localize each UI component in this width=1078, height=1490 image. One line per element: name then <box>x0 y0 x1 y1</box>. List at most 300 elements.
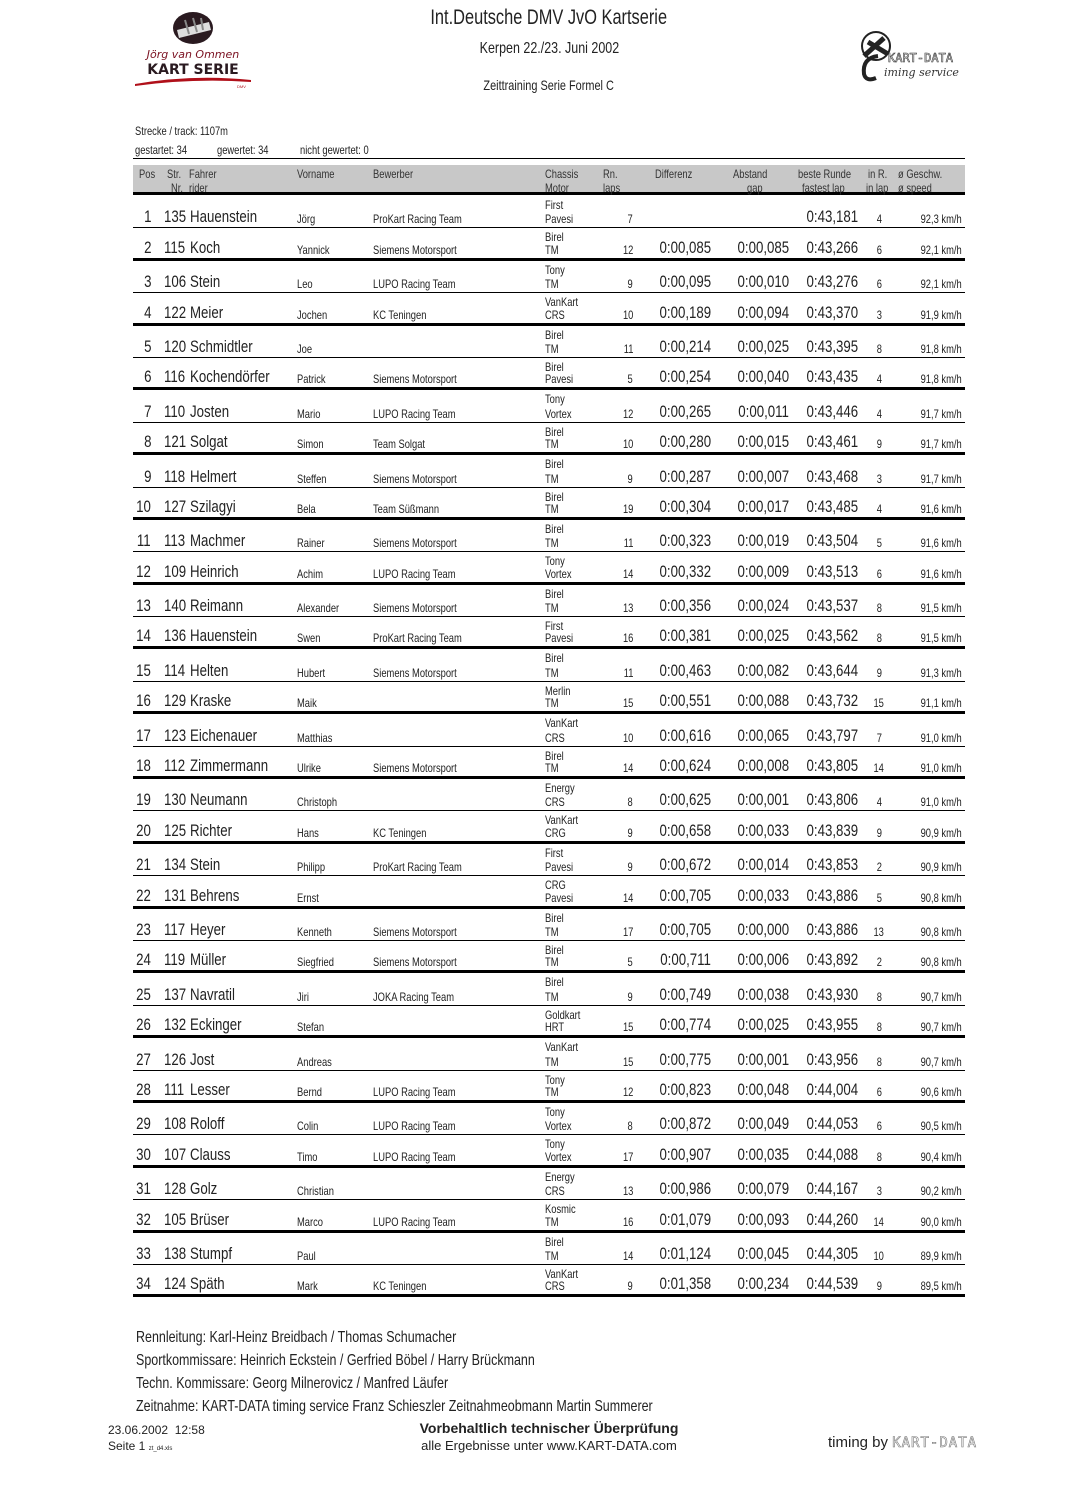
col-inlap: in R. <box>868 167 888 181</box>
classified-count: gewertet: 34 <box>217 143 269 157</box>
cell-nr: 136 <box>164 626 187 646</box>
cell-inlap: 8 <box>876 989 882 1004</box>
table-row <box>133 326 965 358</box>
cell-diff: 0:00,214 <box>659 336 711 356</box>
motor: TM <box>545 277 559 292</box>
cell-gap: 0:00,000 <box>737 919 789 939</box>
cell-diff: 0:00,280 <box>659 432 711 452</box>
cell-nr: 119 <box>164 950 186 970</box>
cell-best: 0:43,468 <box>806 466 858 486</box>
cell-team: LUPO Racing Team <box>373 1084 456 1099</box>
cell-inlap: 4 <box>876 372 882 387</box>
timing-credit: timing by KART-DATA <box>828 1434 978 1451</box>
cell-first: Ulrike <box>297 761 321 776</box>
cell-diff: 0:00,775 <box>659 1049 711 1069</box>
cell-diff: 0:01,079 <box>659 1209 711 1229</box>
cell-name: Stumpf <box>190 1243 233 1263</box>
cell-first: Siegfried <box>297 955 334 970</box>
chassis: Tony <box>545 262 565 277</box>
cell-name: Brüser <box>190 1209 230 1229</box>
table-row <box>133 455 965 487</box>
cell-gap: 0:00,045 <box>737 1243 789 1263</box>
cell-best: 0:43,956 <box>806 1049 858 1069</box>
cell-laps: 9 <box>627 825 633 840</box>
cell-speed: 90,8 km/h <box>920 890 962 905</box>
cell-best: 0:43,266 <box>806 237 858 257</box>
cell-speed: 91,5 km/h <box>920 601 962 616</box>
cell-inlap: 2 <box>876 955 882 970</box>
cell-best: 0:43,513 <box>806 561 858 581</box>
table-row <box>133 1233 965 1265</box>
table-row <box>133 844 965 876</box>
cell-name: Helten <box>190 660 229 680</box>
col-chassis: Chassis <box>545 167 579 181</box>
cell-best: 0:44,004 <box>806 1079 858 1099</box>
cell-laps: 5 <box>627 372 633 387</box>
cell-laps: 12 <box>622 242 633 257</box>
cell-laps: 14 <box>622 761 633 776</box>
cell-laps: 14 <box>622 890 633 905</box>
cell-first: Andreas <box>297 1054 332 1069</box>
chassis: VanKart <box>545 1266 579 1281</box>
cell-name: Golz <box>190 1179 218 1199</box>
cell-speed: 90,2 km/h <box>920 1184 962 1199</box>
cell-best: 0:43,886 <box>806 885 858 905</box>
cell-speed: 89,9 km/h <box>920 1248 962 1263</box>
cell-pos: 18 <box>136 756 151 776</box>
cell-diff: 0:00,705 <box>659 885 711 905</box>
cell-best: 0:43,806 <box>806 790 858 810</box>
cell-name: Richter <box>190 820 233 840</box>
cell-nr: 124 <box>164 1274 187 1294</box>
motor: Vortex <box>545 1149 572 1164</box>
print-info <box>108 1422 205 1457</box>
cell-first: Bernd <box>297 1084 322 1099</box>
cell-first: Mario <box>297 406 321 421</box>
cell-nr: 105 <box>164 1209 187 1229</box>
cell-diff: 0:00,705 <box>659 919 711 939</box>
cell-nr: 126 <box>164 1049 187 1069</box>
cell-inlap: 14 <box>873 1214 885 1229</box>
started-count: gestartet: 34 <box>135 143 188 157</box>
cell-inlap: 2 <box>876 860 882 875</box>
cell-pos: 19 <box>136 790 151 810</box>
timekeeping: Zeitnahme: KART-DATA timing service Franz Schieszler Zeitnahmeobmann Martin Summerer <box>136 1398 653 1415</box>
cell-gap: 0:00,025 <box>737 336 789 356</box>
table-row <box>133 228 965 260</box>
cell-diff: 0:00,986 <box>659 1179 711 1199</box>
cell-pos: 7 <box>143 401 151 421</box>
cell-gap: 0:00,094 <box>737 302 789 322</box>
motor: Pavesi <box>545 890 574 905</box>
cell-gap: 0:00,001 <box>737 1049 789 1069</box>
cell-best: 0:44,539 <box>806 1274 858 1294</box>
cell-name: Jost <box>190 1049 215 1069</box>
cell-team: Siemens Motorsport <box>373 471 457 486</box>
cell-speed: 90,4 km/h <box>920 1149 962 1164</box>
motor: Pavesi <box>545 372 574 387</box>
cell-name: Behrens <box>190 885 240 905</box>
cell-gap: 0:00,009 <box>737 561 789 581</box>
session-title: Zeittraining Serie Formel C <box>483 77 615 93</box>
track-length: Strecke / track: 1107m <box>135 124 228 138</box>
cell-speed: 91,8 km/h <box>920 372 962 387</box>
cell-inlap: 6 <box>876 277 882 292</box>
cell-laps: 16 <box>622 631 633 646</box>
cell-first: Kenneth <box>297 924 332 939</box>
cell-laps: 5 <box>627 955 633 970</box>
cell-team: KC Teningen <box>373 825 427 840</box>
chassis: Tony <box>545 392 565 407</box>
chassis: Birel <box>545 521 564 536</box>
cell-team: ProKart Racing Team <box>373 212 462 227</box>
cell-diff: 0:00,304 <box>659 496 711 516</box>
cell-speed: 90,0 km/h <box>920 1214 962 1229</box>
motor: TM <box>545 955 559 970</box>
motor: TM <box>545 437 559 452</box>
cell-diff: 0:00,254 <box>659 367 711 387</box>
cell-speed: 91,6 km/h <box>920 566 962 581</box>
cell-best: 0:43,805 <box>806 756 858 776</box>
cell-laps: 9 <box>627 1279 633 1294</box>
motor: TM <box>545 471 559 486</box>
cell-inlap: 5 <box>876 536 882 551</box>
cell-laps: 12 <box>622 1084 633 1099</box>
cell-best: 0:44,305 <box>806 1243 858 1263</box>
cell-name: Zimmermann <box>190 756 269 776</box>
cell-diff: 0:00,381 <box>659 626 711 646</box>
cell-nr: 110 <box>164 401 186 421</box>
cell-inlap: 13 <box>873 924 885 939</box>
table-row <box>133 488 965 520</box>
results-table <box>133 196 965 1297</box>
cell-first: Matthias <box>297 730 333 745</box>
motor: CRG <box>545 825 566 840</box>
stewards: Sportkommissare: Heinrich Eckstein / Gerfried Böbel / Harry Brückmann <box>136 1352 535 1369</box>
cell-pos: 29 <box>136 1114 151 1134</box>
cell-gap: 0:00,033 <box>737 885 789 905</box>
cell-diff: 0:00,287 <box>659 466 711 486</box>
cell-nr: 108 <box>164 1114 187 1134</box>
table-row <box>133 1135 965 1167</box>
cell-inlap: 4 <box>876 406 882 421</box>
cell-best: 0:43,461 <box>806 432 858 452</box>
cell-gap: 0:00,014 <box>737 855 789 875</box>
table-row <box>133 390 965 422</box>
cell-nr: 112 <box>164 756 186 776</box>
cell-gap: 0:00,088 <box>737 691 789 711</box>
divider <box>133 158 965 159</box>
cell-name: Reimann <box>190 596 244 616</box>
cell-diff: 0:00,616 <box>659 725 711 745</box>
cell-speed: 91,9 km/h <box>920 307 962 322</box>
chassis: Birel <box>545 359 564 374</box>
cell-gap: 0:00,049 <box>737 1114 789 1134</box>
cell-nr: 134 <box>164 855 187 875</box>
svg-text:KART-DATA: KART-DATA <box>888 51 954 65</box>
cell-inlap: 4 <box>876 212 882 227</box>
cell-diff: 0:00,823 <box>659 1079 711 1099</box>
chassis: Birel <box>545 910 564 925</box>
table-row <box>133 649 965 681</box>
cell-speed: 90,5 km/h <box>920 1119 962 1134</box>
cell-inlap: 9 <box>876 665 882 680</box>
cell-diff: 0:00,658 <box>659 820 711 840</box>
chassis: Tony <box>545 1072 565 1087</box>
cell-nr: 117 <box>164 919 186 939</box>
cell-team: Siemens Motorsport <box>373 601 457 616</box>
cell-gap: 0:00,006 <box>737 950 789 970</box>
cell-best: 0:43,886 <box>806 919 858 939</box>
cell-laps: 11 <box>623 341 633 356</box>
cell-pos: 33 <box>136 1243 151 1263</box>
cell-laps: 14 <box>622 566 633 581</box>
cell-speed: 91,0 km/h <box>920 730 962 745</box>
table-row <box>133 909 965 941</box>
cell-inlap: 8 <box>876 341 882 356</box>
cell-first: Timo <box>297 1149 318 1164</box>
table-row <box>133 261 965 293</box>
cell-speed: 90,7 km/h <box>920 1054 962 1069</box>
cell-pos: 28 <box>136 1079 151 1099</box>
chassis: Tony <box>545 1104 565 1119</box>
motor: TM <box>545 665 559 680</box>
cell-name: Roloff <box>190 1114 225 1134</box>
cell-name: Szilagyi <box>190 496 236 516</box>
cell-first: Yannick <box>297 242 330 257</box>
cell-best: 0:43,644 <box>806 660 858 680</box>
motor: TM <box>545 601 559 616</box>
cell-best: 0:44,260 <box>806 1209 858 1229</box>
cell-laps: 15 <box>622 1020 633 1035</box>
table-row <box>133 196 965 228</box>
svg-text:iming service: iming service <box>884 66 959 79</box>
table-row <box>133 423 965 455</box>
cell-pos: 6 <box>143 367 151 387</box>
cell-speed: 90,8 km/h <box>920 924 962 939</box>
cell-diff: 0:00,774 <box>659 1015 711 1035</box>
cell-team: LUPO Racing Team <box>373 566 456 581</box>
print-datetime: 23.06.2002 12:58 <box>108 1423 205 1437</box>
cell-laps: 16 <box>622 1214 633 1229</box>
cell-team: Siemens Motorsport <box>373 924 457 939</box>
motor: CRS <box>545 1184 565 1199</box>
cell-pos: 32 <box>136 1209 151 1229</box>
cell-first: Mark <box>297 1279 318 1294</box>
cell-nr: 118 <box>164 466 186 486</box>
cell-best: 0:43,485 <box>806 496 858 516</box>
motor: Vortex <box>545 406 572 421</box>
cell-laps: 17 <box>622 924 633 939</box>
cell-first: Colin <box>297 1119 319 1134</box>
chassis: Birel <box>545 1234 564 1249</box>
cell-speed: 91,7 km/h <box>920 406 962 421</box>
cell-speed: 92,1 km/h <box>920 277 962 292</box>
cell-pos: 15 <box>136 660 151 680</box>
cell-laps: 9 <box>627 277 633 292</box>
cell-speed: 91,0 km/h <box>920 761 962 776</box>
cell-laps: 13 <box>622 601 633 616</box>
motor: TM <box>545 924 559 939</box>
cell-gap: 0:00,025 <box>737 626 789 646</box>
col-diff: Differenz <box>655 167 693 181</box>
col-first-name: Vorname <box>297 167 335 181</box>
motor: CRS <box>545 307 565 322</box>
cell-name: Hauenstein <box>190 207 258 227</box>
svg-text:Jörg van Ommen: Jörg van Ommen <box>146 48 240 61</box>
cell-nr: 129 <box>164 691 187 711</box>
cell-laps: 10 <box>622 307 633 322</box>
chassis: First <box>545 198 564 212</box>
cell-pos: 14 <box>136 626 151 646</box>
cell-nr: 107 <box>164 1144 187 1164</box>
chassis: Birel <box>545 975 564 990</box>
event-subtitle: Kerpen 22./23. Juni 2002 <box>479 40 619 57</box>
cell-pos: 31 <box>136 1179 151 1199</box>
cell-speed: 90,8 km/h <box>920 955 962 970</box>
chassis: Birel <box>545 651 564 666</box>
results-link: alle Ergebnisse unter www.KART-DATA.com <box>421 1438 677 1453</box>
table-row <box>133 1200 965 1232</box>
cell-best: 0:43,853 <box>806 855 858 875</box>
cell-team: Siemens Motorsport <box>373 665 457 680</box>
page-number: Seite 1 <box>108 1439 146 1453</box>
cell-first: Marco <box>297 1214 324 1229</box>
cell-inlap: 9 <box>876 1279 882 1294</box>
cell-inlap: 9 <box>876 437 882 452</box>
cell-pos: 3 <box>143 272 151 292</box>
cell-inlap: 8 <box>876 1149 882 1164</box>
cell-inlap: 9 <box>876 825 882 840</box>
cell-nr: 116 <box>164 367 186 387</box>
chassis: Birel <box>545 586 564 601</box>
cell-first: Stefan <box>297 1020 325 1035</box>
cell-pos: 34 <box>136 1274 151 1294</box>
kart-data-brand: KART-DATA <box>892 1435 978 1451</box>
cell-best: 0:43,504 <box>806 531 858 551</box>
cell-pos: 13 <box>136 596 151 616</box>
cell-name: Eckinger <box>190 1015 242 1035</box>
cell-speed: 91,8 km/h <box>920 341 962 356</box>
cell-name: Hauenstein <box>190 626 258 646</box>
col-nr: Str. <box>167 167 182 181</box>
cell-team: JOKA Racing Team <box>373 989 454 1004</box>
cell-nr: 111 <box>164 1079 185 1099</box>
not-classified-count: nicht gewertet: 0 <box>300 143 369 157</box>
cell-diff: 0:00,711 <box>660 950 711 970</box>
motor: Pavesi <box>545 212 574 227</box>
motor: TM <box>545 1084 559 1099</box>
cell-nr: 131 <box>164 885 187 905</box>
cell-nr: 123 <box>164 725 187 745</box>
chassis: Tony <box>545 1137 565 1152</box>
col-pos: Pos <box>139 167 156 181</box>
chassis: Birel <box>545 489 564 504</box>
cell-speed: 91,3 km/h <box>920 665 962 680</box>
cell-inlap: 8 <box>876 601 882 616</box>
cell-name: Müller <box>190 950 227 970</box>
cell-laps: 15 <box>622 1054 633 1069</box>
cell-speed: 91,7 km/h <box>920 471 962 486</box>
cell-pos: 4 <box>143 302 151 322</box>
cell-best: 0:43,181 <box>806 207 858 227</box>
cell-diff: 0:00,625 <box>659 790 711 810</box>
chassis: Birel <box>545 230 564 245</box>
cell-nr: 137 <box>164 984 187 1004</box>
cell-best: 0:44,088 <box>806 1144 858 1164</box>
cell-pos: 27 <box>136 1049 151 1069</box>
cell-team: KC Teningen <box>373 1279 427 1294</box>
cell-best: 0:43,839 <box>806 820 858 840</box>
cell-name: Machmer <box>190 531 246 551</box>
cell-diff: 0:00,085 <box>659 237 711 257</box>
cell-inlap: 14 <box>873 761 885 776</box>
cell-pos: 1 <box>143 207 151 227</box>
chassis: Birel <box>545 424 564 439</box>
table-row <box>133 358 965 390</box>
cell-speed: 92,3 km/h <box>920 212 962 227</box>
cell-best: 0:43,276 <box>806 272 858 292</box>
motor: TM <box>545 696 559 711</box>
cell-inlap: 6 <box>876 1119 882 1134</box>
cell-gap: 0:00,079 <box>737 1179 789 1199</box>
cell-gap: 0:00,048 <box>737 1079 789 1099</box>
table-row <box>133 714 965 746</box>
cell-first: Alexander <box>297 601 340 616</box>
cell-first: Simon <box>297 437 324 452</box>
chassis: Birel <box>545 457 564 472</box>
cell-best: 0:43,930 <box>806 984 858 1004</box>
cell-name: Stein <box>190 855 221 875</box>
cell-laps: 11 <box>623 665 633 680</box>
cell-first: Maik <box>297 696 317 711</box>
col-entrant: Bewerber <box>373 167 414 181</box>
cell-speed: 91,5 km/h <box>920 631 962 646</box>
cell-inlap: 8 <box>876 1020 882 1035</box>
cell-nr: 121 <box>164 432 187 452</box>
cell-pos: 23 <box>136 919 151 939</box>
cell-first: Leo <box>297 277 313 292</box>
cell-diff: 0:00,463 <box>659 660 711 680</box>
cell-speed: 91,6 km/h <box>920 501 962 516</box>
cell-diff: 0:00,551 <box>659 691 711 711</box>
cell-pos: 5 <box>143 336 151 356</box>
technical-stewards: Techn. Kommissare: Georg Milnerovicz / Manfred Läufer <box>136 1375 449 1392</box>
cell-name: Josten <box>190 401 230 421</box>
cell-speed: 90,7 km/h <box>920 989 962 1004</box>
motor: TM <box>545 501 559 516</box>
table-header: Pos Str. Nr. Fahrer rider Vorname Bewerber Chassis Motor Rn. laps Differenz Abstand gap beste Runde fastest lap in R. in lap ø Geschw. ø speed <box>133 165 965 195</box>
cell-team: Team Süßmann <box>373 501 440 516</box>
cell-first: Patrick <box>297 372 326 387</box>
chassis: First <box>545 619 564 634</box>
cell-team: Siemens Motorsport <box>373 761 457 776</box>
cell-gap: 0:00,011 <box>738 401 789 421</box>
chassis: Tony <box>545 554 565 569</box>
cell-speed: 89,5 km/h <box>920 1279 962 1294</box>
cell-first: Hubert <box>297 665 326 680</box>
cell-team: Siemens Motorsport <box>373 536 457 551</box>
cell-nr: 114 <box>164 660 186 680</box>
cell-laps: 9 <box>627 471 633 486</box>
cell-inlap: 4 <box>876 501 882 516</box>
cell-name: Neumann <box>190 790 248 810</box>
motor: TM <box>545 1214 559 1229</box>
cell-nr: 130 <box>164 790 187 810</box>
cell-inlap: 6 <box>876 1084 882 1099</box>
cell-speed: 91,0 km/h <box>920 795 962 810</box>
cell-first: Christoph <box>297 795 338 810</box>
